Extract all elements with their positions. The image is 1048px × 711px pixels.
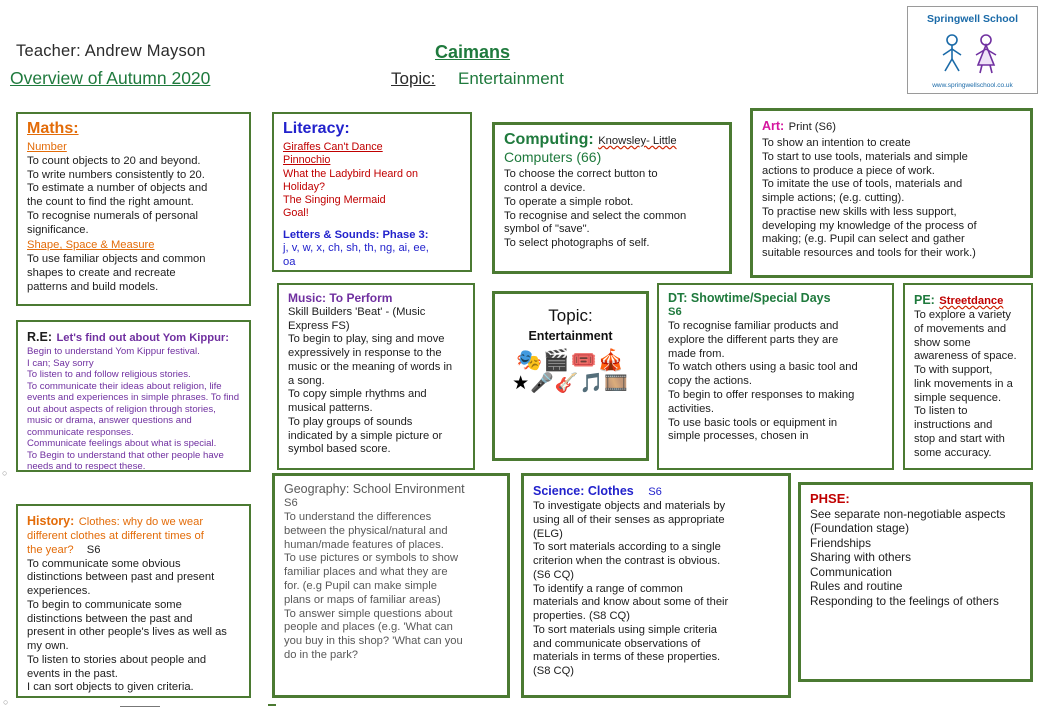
history-unit-2: different clothes at different times of xyxy=(27,530,204,542)
teacher-name: Teacher: Andrew Mayson xyxy=(16,42,206,60)
subject-card-literacy xyxy=(272,112,472,272)
re-unit: Let's find out about Yom Kippur: xyxy=(56,332,229,344)
subject-card-dt xyxy=(657,283,894,470)
maths-number-lines: To count objects to 20 and beyond. To write numbers consistently to 20. To estimate a number of objects and the count to find the right amount. To recognise numerals of personal significance. xyxy=(27,154,208,236)
history-lines: To communicate some obvious distinctions between past and present experiences. To begin to communicate some distinctions between the past and present in other people's lives as well as my own. To listen to stories about people and events in the past. I can sort objects to given criteria. xyxy=(27,557,227,694)
art-unit: Print (S6) xyxy=(788,121,836,133)
geography-lines: To understand the differences between the physical/natural and human/made features of places. To use pictures or symbols to show familiar places and what they are for. (e.g Pupil can make simple plans or maps of familiar areas) To answer simple questions about people and places (e.g. 'What can you buy in this shop? 'What can you do in the park? xyxy=(284,511,463,661)
phse-title: PHSE: xyxy=(810,491,850,506)
theatre-masks-icon: 🎭🎬🎟️🎪 xyxy=(516,349,625,372)
pe-title: PE: xyxy=(914,293,935,307)
maths-sub-shape: Shape, Space & Measure xyxy=(27,239,155,252)
topic-card-title: Topic: xyxy=(548,306,593,325)
literacy-title: Literacy: xyxy=(283,120,350,137)
subject-card-re xyxy=(16,320,251,472)
subject-card-computing xyxy=(492,122,732,274)
re-lines: To listen to and follow religious stories. To communicate their ideas about religion, life events and experiences in simple phrases. To find out about aspects of religion through stories, music or drama, answer questions and communicate responses. Communicate feelings about what is special. To Begin to understand that other people have needs and to respect these. xyxy=(27,369,240,472)
music-title: Music: To Perform xyxy=(288,291,393,305)
history-unit-3-row: the year? S6 xyxy=(27,543,101,556)
computing-lines: To choose the correct button to control a device. To operate a simple robot. To recognise and select the common symbol of "save". To select photographs of self. xyxy=(504,168,687,250)
subject-card-pe xyxy=(903,283,1033,470)
school-url: www.springwellschool.co.uk xyxy=(932,82,1013,89)
topic-centre-card xyxy=(492,291,649,461)
subject-card-history xyxy=(16,504,251,698)
bottom-rule xyxy=(120,706,160,707)
art-title: Art: xyxy=(762,119,785,133)
edge-mark-left: ○ xyxy=(2,468,8,478)
maths-sub-number: Number xyxy=(27,141,67,153)
science-code: S6 xyxy=(648,486,662,498)
subject-card-geography xyxy=(272,473,510,698)
history-unit-1: Clothes: why do we wear xyxy=(78,516,204,528)
topic-label: Topic: xyxy=(391,69,436,88)
art-lines: To show an intention to create To start to use tools, materials and simple actions to produce a piece of work. To imitate the use of tools, materials and simple actions; (e.g. cutting). To practise new skills with less support, developing my knowledge of the process of making; (e.g. Pupil can select and gather suitable resources and tools for their work.) xyxy=(762,137,977,260)
geography-code: S6 xyxy=(284,497,298,510)
subject-card-art xyxy=(750,108,1033,278)
literacy-books: Giraffes Can't Dance Pinnochio What the Ladybird Heard on Holiday? The Singing Mermaid Goal! xyxy=(283,141,419,220)
phse-lines: See separate non-negotiable aspects (Foundation stage) Friendships Sharing with others Communication Rules and routine Responding to the feelings of others xyxy=(810,506,1006,608)
geography-title: Geography: School Environment xyxy=(284,482,465,496)
page-title: Overview of Autumn 2020 xyxy=(10,68,211,88)
maths-title: Maths: xyxy=(27,120,79,137)
science-lines: To investigate objects and materials by using all of their senses as appropriate (ELG) To sort materials according to a single criterion when the contrast is obvious. (S6 CQ) To identify a range of common materials and know about some of their properties. (S8 CQ) To sort materials using simple criteria and communicate observations of materials in terms of these properties. (S8 CQ) xyxy=(533,500,729,678)
subject-card-phse xyxy=(798,482,1033,682)
topic-value: Entertainment xyxy=(458,69,564,88)
literacy-phonics-line2: oa xyxy=(283,256,296,269)
science-title: Science: Clothes xyxy=(533,484,634,498)
re-title: R.E: xyxy=(27,330,52,344)
logo-figures-icon xyxy=(908,31,1037,77)
re-sub2: I can; Say sorry xyxy=(27,357,94,369)
computing-scheme: Knowsley- Little xyxy=(598,135,677,147)
music-film-icon: ★🎤🎸🎵🎞️ xyxy=(512,372,629,394)
topic-card-subtitle: Entertainment xyxy=(528,329,613,343)
bottom-tick xyxy=(268,704,276,706)
pe-lines: To explore a variety of movements and show some awareness of space. To with support, link movements in a simple sequence. To listen to instructions and stop and start with some accuracy. xyxy=(914,309,1017,459)
re-sub1: Begin to understand Yom Kippur festival. xyxy=(27,346,200,357)
history-title: History: xyxy=(27,514,75,528)
literacy-phonics-title: Letters & Sounds: Phase 3: xyxy=(283,228,429,241)
computing-scheme-2: Computers (66) xyxy=(504,149,602,165)
maths-shape-lines: To use familiar objects and common shapes to create and recreate patterns and build models. xyxy=(27,253,206,293)
music-scheme: Skill Builders 'Beat' - (Music Express FS) xyxy=(288,305,426,332)
pe-unit: Streetdance xyxy=(939,295,1004,307)
dt-title: DT: Showtime/Special Days xyxy=(668,291,831,305)
literacy-phonics-line1: j, v, w, x, ch, sh, th, ng, ai, ee, xyxy=(283,242,429,255)
subject-card-music xyxy=(277,283,475,470)
edge-mark-bottom-left: ○ xyxy=(3,697,9,707)
school-name: Springwell School xyxy=(926,13,1018,25)
music-lines: To begin to play, sing and move expressively in response to the music or the meaning of words in a song. To copy simple rhythms and musical patterns. To play groups of sounds indicated by a simple picture or symbol based score. xyxy=(288,333,453,456)
computing-title: Computing: xyxy=(504,131,594,148)
school-logo xyxy=(907,6,1038,94)
class-name: Caimans xyxy=(435,42,511,62)
subject-card-maths xyxy=(16,112,251,306)
dt-code: S6 xyxy=(668,306,682,319)
dt-lines: To recognise familiar products and explore the different parts they are made from. To watch others using a basic tool and copy the actions. To begin to offer responses to making activities. To use basic tools or equipment in simple processes, chosen in xyxy=(668,320,858,443)
entertainment-icons xyxy=(495,349,646,394)
subject-card-science xyxy=(521,473,791,698)
